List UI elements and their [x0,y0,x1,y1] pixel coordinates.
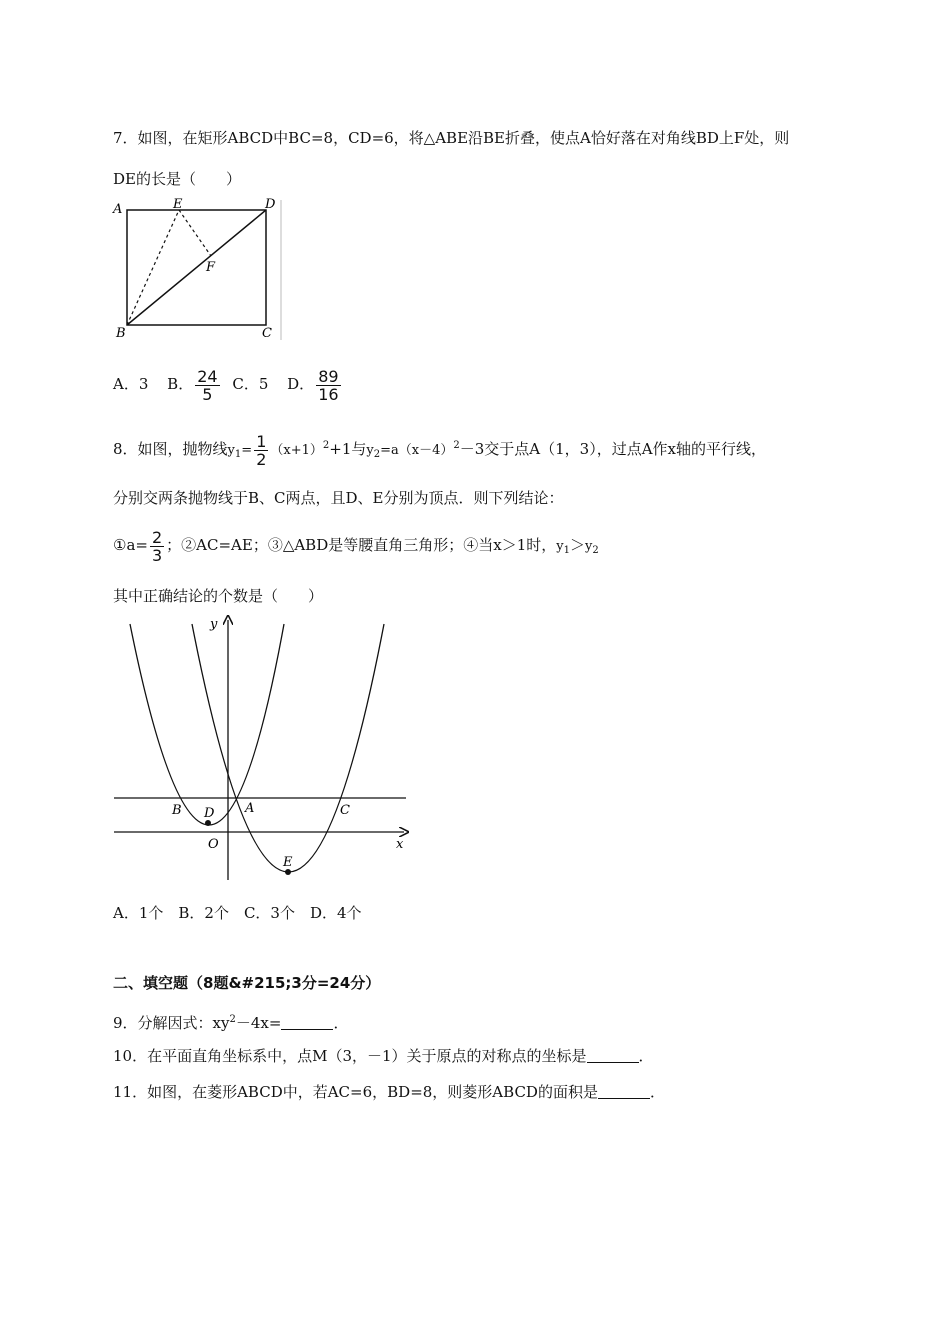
q7-label-e: E [173,197,183,212]
q8-text-line2: 分别交两条抛物线于B、C两点，且D、E分别为顶点．则下列结论： [113,489,564,507]
q7-label-f: F [206,260,216,275]
q7-option-d-fraction [316,368,340,403]
q8-l3-fraction [150,529,164,564]
q9-pre: 9．分解因式：xy [113,1014,230,1032]
q7-option-d-label: D． [287,375,315,393]
q8-text-line1 [113,426,766,475]
q8-l1-den: 2 [256,449,267,469]
section2-heading: 二、填空题（8题&#215;3分=24分） [113,974,381,992]
q7-option-b-num: 24 [197,366,218,386]
q7-option-b-fraction [195,368,219,403]
q8-parabola-y1 [130,624,284,825]
q10-body: 10．在平面直角坐标系中，点M（3，－1）关于原点的对称点的坐标是 [113,1047,587,1065]
q7-fold-ef [179,210,211,256]
q8-l3-gt: ＞ [569,536,585,554]
q7-option-c: C．5 [232,375,269,393]
q8-l1-sup2: 2 [453,440,460,451]
q9-post: －4x= [235,1014,282,1032]
q8-label-e: E [283,855,293,870]
q9-sup: 2 [229,1014,236,1025]
q8-label-b: B [172,803,182,818]
q10-end: ． [638,1047,654,1065]
q11-body: 11．如图，在菱形ABCD中，若AC=6，BD=8，则菱形ABCD的面积是 [113,1083,598,1101]
q8-l3-y1: y [556,539,564,554]
q8-l3-b: ；②AC=AE；③△ABD是等腰直角三角形；④当x＞1时， [166,536,557,554]
q7-rectangle-figure [108,196,288,344]
q8-l3-num: 2 [151,527,163,547]
q8-parabola-y2 [192,624,384,872]
q7-option-d-num: 89 [318,366,339,386]
q7-text-line1: 7．如图，在矩形ABCD中BC=8，CD=6，将△ABE沿BE折叠，使点A恰好落在对角线BD上F处，则 [113,129,790,147]
q8-l1-sub2: 2 [373,449,381,460]
q8-label-d: D [204,806,215,821]
q11-text [113,1081,665,1103]
q8-l1-a: 8．如图，抛物线 [113,440,228,458]
q8-l1-y1: y [227,443,235,458]
q7-label-d: D [265,197,276,212]
q9-text [113,1009,348,1034]
q8-l1-e: －3交于点A（1，3），过点A作x轴的平行线， [459,440,766,458]
q8-l1-c: +1与 [329,440,367,458]
q7-options [113,364,343,404]
q8-l1-b: （x+1） [270,443,323,458]
q8-label-y: y [210,617,218,632]
q8-text-line4: 其中正确结论的个数是（ ） [113,587,324,605]
q8-l3-a: ①a= [113,536,148,554]
q8-l3-s1: 1 [563,545,570,556]
q7-diagonal-bd [127,210,266,325]
q7-label-b: B [116,326,126,341]
q7-option-b-label: B． [167,375,194,393]
q8-parabola-figure [108,612,418,884]
q8-label-x: x [396,837,404,852]
q7-option-b-den: 5 [202,384,213,404]
q8-l1-eq: = [241,443,253,458]
q7-label-c: C [262,326,272,341]
q9-end: ． [333,1014,349,1032]
q8-l1-d: =a（x－4） [380,443,454,458]
q8-label-c: C [340,803,350,818]
q10-answer-blank[interactable] [587,1048,639,1063]
q8-text-line3 [113,525,599,571]
q8-l1-num: 1 [256,431,267,451]
q11-end: ． [649,1083,665,1101]
q8-l3-y2: y [585,539,593,554]
q7-fold-be [127,210,179,325]
q8-l3-s2: 2 [592,545,599,556]
q8-label-o: O [208,837,219,852]
q9-answer-blank[interactable] [281,1015,333,1030]
q8-label-a: A [245,801,255,816]
q8-l1-sup: 2 [322,440,330,451]
q8-options: A．1个 B．2个 C．3个 D．4个 [113,904,362,922]
q11-answer-blank[interactable] [598,1084,650,1099]
q8-l3-den: 3 [151,545,163,565]
q8-l1-sub1: 1 [234,449,242,460]
q10-text [113,1045,654,1067]
q8-l1-fraction [254,433,268,468]
q7-option-a: A．3 [113,375,149,393]
q7-option-d-den: 16 [318,384,339,404]
q8-l1-y2: y [366,443,374,458]
q7-label-a: A [113,202,123,217]
q7-text-line2: DE的长是（ ） [113,170,241,188]
